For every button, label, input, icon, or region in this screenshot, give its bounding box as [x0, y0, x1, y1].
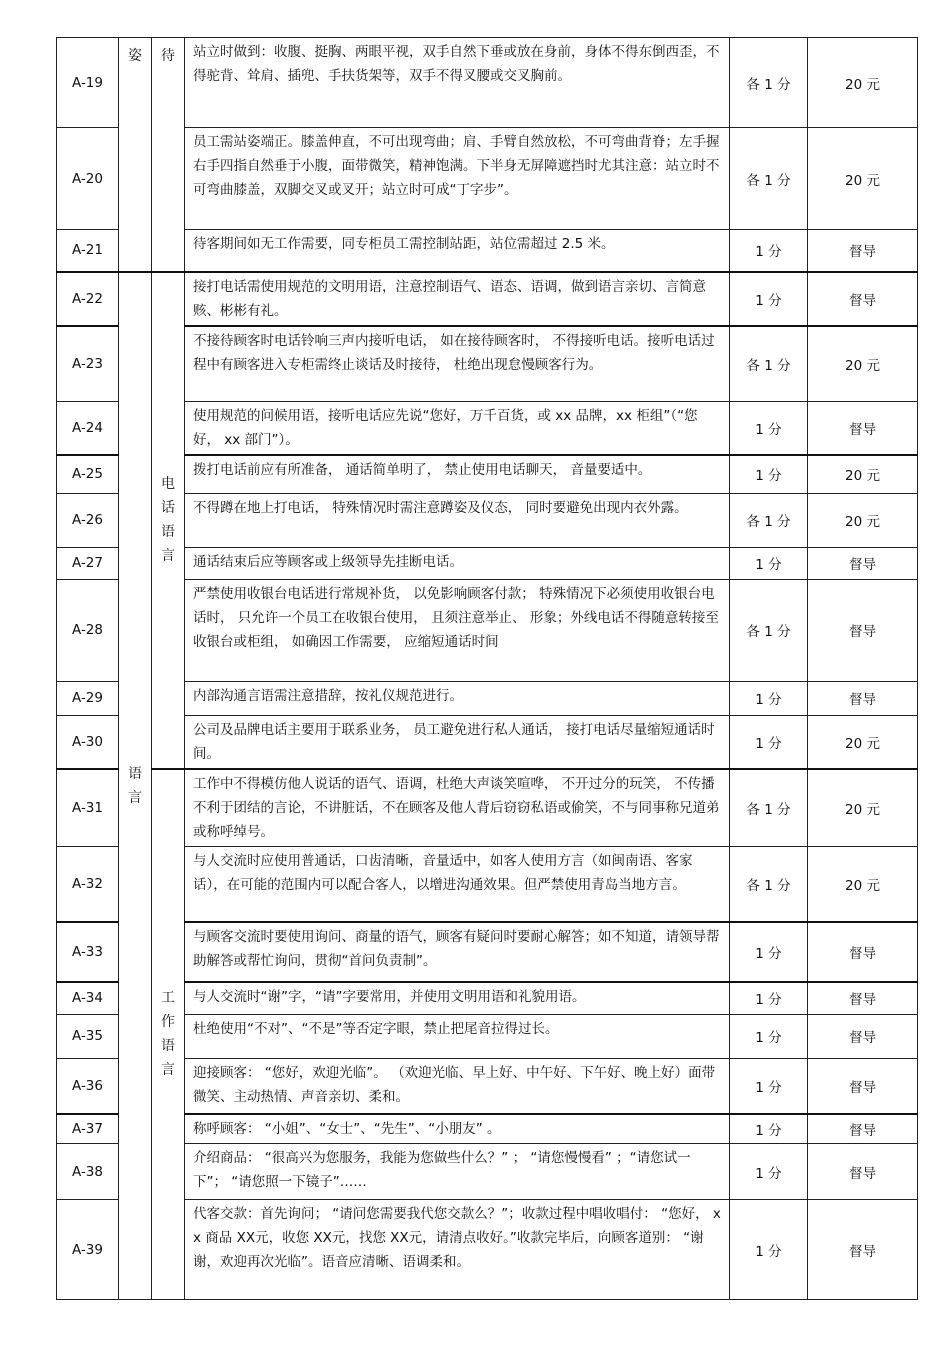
- row-penalty: 20 元: [808, 326, 918, 402]
- table-row: [57, 1014, 918, 1058]
- row-content: 通话结束后应等顾客或上级领导先挂断电话。: [185, 547, 730, 579]
- row-penalty: 20 元: [808, 38, 918, 128]
- row-score: 1 分: [730, 1114, 808, 1144]
- row-score: 1 分: [730, 715, 808, 769]
- row-score: 1 分: [730, 1058, 808, 1114]
- row-score: 1 分: [730, 1144, 808, 1200]
- row-score: 1 分: [730, 681, 808, 715]
- category-label: 语言: [128, 765, 142, 806]
- table-row: [57, 715, 918, 769]
- row-code: A-20: [57, 128, 119, 230]
- row-score: 1 分: [730, 922, 808, 982]
- row-content: 称呼顾客： “小姐”、“女士”、“先生”、“小朋友” 。: [185, 1114, 730, 1144]
- row-score: 各 1 分: [730, 579, 808, 681]
- row-code: A-36: [57, 1058, 119, 1114]
- row-code: A-39: [57, 1200, 119, 1300]
- table-row: [57, 1058, 918, 1114]
- table-row: [57, 922, 918, 982]
- row-score: 各 1 分: [730, 326, 808, 402]
- row-score: 各 1 分: [730, 846, 808, 922]
- table-row: [57, 846, 918, 922]
- row-score: 各 1 分: [730, 769, 808, 847]
- row-content: 迎接顾客： “您好，欢迎光临”。 （欢迎光临、早上好、中午好、下午好、晚上好）面带微笑、主动热情、声音亲切、柔和。: [185, 1058, 730, 1114]
- row-score: 1 分: [730, 402, 808, 456]
- row-code: A-33: [57, 922, 119, 982]
- row-penalty: 督导: [808, 922, 918, 982]
- table-row: [57, 982, 918, 1014]
- row-score: 1 分: [730, 547, 808, 579]
- row-penalty: 20 元: [808, 846, 918, 922]
- row-code: A-29: [57, 681, 119, 715]
- row-content: 接打电话需使用规范的文明用语，注意控制语气、语态、语调，做到语言亲切、言简意赅、彬彬有礼。: [185, 272, 730, 326]
- row-penalty: 督导: [808, 1144, 918, 1200]
- row-content: 待客期间如无工作需要，同专柜员工需控制站距，站位需超过 2.5 米。: [185, 230, 730, 272]
- row-score: 1 分: [730, 1014, 808, 1058]
- row-content: 内部沟通言语需注意措辞，按礼仪规范进行。: [185, 681, 730, 715]
- table-row: [57, 326, 918, 402]
- row-penalty: 督导: [808, 681, 918, 715]
- row-content: 站立时做到：收腹、挺胸、两眼平视，双手自然下垂或放在身前，身体不得东倒西歪，不得驼背、耸肩、插兜、手扶货架等，双手不得叉腰或交叉胸前。: [185, 38, 730, 128]
- row-content: 与顾客交流时要使用询问、商量的语气，顾客有疑问时要耐心解答；如不知道，请领导帮助解答或帮忙询问，贯彻“首问负责制”。: [185, 922, 730, 982]
- table-row: [57, 1144, 918, 1200]
- row-code: A-25: [57, 455, 119, 493]
- category-cell: [119, 38, 152, 272]
- row-score: 各 1 分: [730, 38, 808, 128]
- row-code: A-21: [57, 230, 119, 272]
- subcategory-cell: [152, 38, 185, 272]
- table-row: [57, 38, 918, 128]
- row-content: 不接待顾客时电话铃响三声内接听电话， 如在接待顾客时， 不得接听电话。接听电话过程中有顾客进入专柜需终止谈话及时接待， 杜绝出现怠慢顾客行为。: [185, 326, 730, 402]
- row-code: A-22: [57, 272, 119, 326]
- row-content: 与人交流时“谢”字，“请”字要常用，并使用文明用语和礼貌用语。: [185, 982, 730, 1014]
- row-penalty: 督导: [808, 1200, 918, 1300]
- row-content: 与人交流时应使用普通话，口齿清晰，音量适中，如客人使用方言（如闽南语、客家话），在可能的范围内可以配合客人，以增进沟通效果。但严禁使用青岛当地方言。: [185, 846, 730, 922]
- row-score: 各 1 分: [730, 128, 808, 230]
- subcategory-label: 待: [161, 48, 175, 64]
- table-row: [57, 128, 918, 230]
- subcategory-label: 电话语言: [161, 476, 175, 564]
- row-content: 公司及品牌电话主要用于联系业务， 员工避免进行私人通话， 接打电话尽量缩短通话时间。: [185, 715, 730, 769]
- row-content: 工作中不得模仿他人说话的语气、语调，杜绝大声谈笑喧哗， 不开过分的玩笑， 不传播不利于团结的言论，不讲脏话，不在顾客及他人背后窃窃私语或偷笑，不与同事称兄道弟或称呼绰号。: [185, 769, 730, 847]
- row-code: A-26: [57, 493, 119, 547]
- row-content: 使用规范的问候用语，接听电话应先说“您好，万千百货，或 xx 品牌，xx 柜组”（“您好， xx 部门”）。: [185, 402, 730, 456]
- row-code: A-23: [57, 326, 119, 402]
- row-penalty: 督导: [808, 1014, 918, 1058]
- table-row: [57, 769, 918, 847]
- row-code: A-37: [57, 1114, 119, 1144]
- row-code: A-38: [57, 1144, 119, 1200]
- table-row: [57, 230, 918, 272]
- category-cell: [119, 272, 152, 1300]
- row-penalty: 督导: [808, 982, 918, 1014]
- row-score: 1 分: [730, 982, 808, 1014]
- table-row: [57, 1114, 918, 1144]
- row-score: 1 分: [730, 230, 808, 272]
- table-row: [57, 547, 918, 579]
- row-code: A-34: [57, 982, 119, 1014]
- rules-table: [56, 37, 918, 1300]
- table-row: [57, 493, 918, 547]
- row-score: 1 分: [730, 455, 808, 493]
- table-row: [57, 272, 918, 326]
- table-row: [57, 455, 918, 493]
- row-penalty: 20 元: [808, 715, 918, 769]
- row-penalty: 督导: [808, 1114, 918, 1144]
- table-row: [57, 1200, 918, 1300]
- row-penalty: 20 元: [808, 128, 918, 230]
- row-content: 介绍商品： “很高兴为您服务，我能为您做些什么？” ； “请您慢慢看” ；“请您试一下”； “请您照一下镜子”……: [185, 1144, 730, 1200]
- row-content: 杜绝使用“不对”、“不是”等否定字眼，禁止把尾音拉得过长。: [185, 1014, 730, 1058]
- row-score: 1 分: [730, 272, 808, 326]
- table-row: [57, 579, 918, 681]
- row-penalty: 督导: [808, 547, 918, 579]
- row-code: A-24: [57, 402, 119, 456]
- row-penalty: 督导: [808, 1058, 918, 1114]
- row-penalty: 督导: [808, 272, 918, 326]
- row-code: A-31: [57, 769, 119, 847]
- row-score: 1 分: [730, 1200, 808, 1300]
- row-score: 各 1 分: [730, 493, 808, 547]
- row-content: 不得蹲在地上打电话， 特殊情况时需注意蹲姿及仪态， 同时要避免出现内衣外露。: [185, 493, 730, 547]
- row-penalty: 20 元: [808, 455, 918, 493]
- row-code: A-35: [57, 1014, 119, 1058]
- category-label: 姿: [128, 48, 142, 64]
- row-content: 严禁使用收银台电话进行常规补货， 以免影响顾客付款； 特殊情况下必须使用收银台电话时， 只允许一个员工在收银台使用， 且须注意举止、 形象；外线电话不得随意转接至收银台或柜组， 如确因工作需要， 应缩短通话时间: [185, 579, 730, 681]
- row-code: A-27: [57, 547, 119, 579]
- subcategory-label: 工作语言: [161, 990, 175, 1079]
- row-content: 员工需站姿端正。膝盖伸直，不可出现弯曲；肩、手臂自然放松，不可弯曲背脊；左手握右手四指自然垂于小腹，面带微笑，精神饱满。下半身无屏障遮挡时尤其注意：站立时不可弯曲膝盖，双脚交叉或叉开；站立时可成“丁字步”。: [185, 128, 730, 230]
- row-penalty: 督导: [808, 402, 918, 456]
- row-penalty: 20 元: [808, 493, 918, 547]
- subcategory-cell: [152, 769, 185, 1300]
- table-row: [57, 402, 918, 456]
- row-penalty: 20 元: [808, 769, 918, 847]
- row-penalty: 督导: [808, 579, 918, 681]
- row-code: A-28: [57, 579, 119, 681]
- table-row: [57, 681, 918, 715]
- row-content: 拨打电话前应有所准备， 通话简单明了， 禁止使用电话聊天， 音量要适中。: [185, 455, 730, 493]
- row-code: A-19: [57, 38, 119, 128]
- subcategory-cell: [152, 272, 185, 769]
- row-code: A-30: [57, 715, 119, 769]
- row-code: A-32: [57, 846, 119, 922]
- row-penalty: 督导: [808, 230, 918, 272]
- row-content: 代客交款：首先询问； “请问您需要我代您交款么？”；收款过程中唱收唱付： “您好， xx 商品 XX元，收您 XX元，找您 XX元，请清点收好。”收款完毕后，向顾客道别： “谢谢，欢迎再次光临”。语音应清晰、语调柔和。: [185, 1200, 730, 1300]
